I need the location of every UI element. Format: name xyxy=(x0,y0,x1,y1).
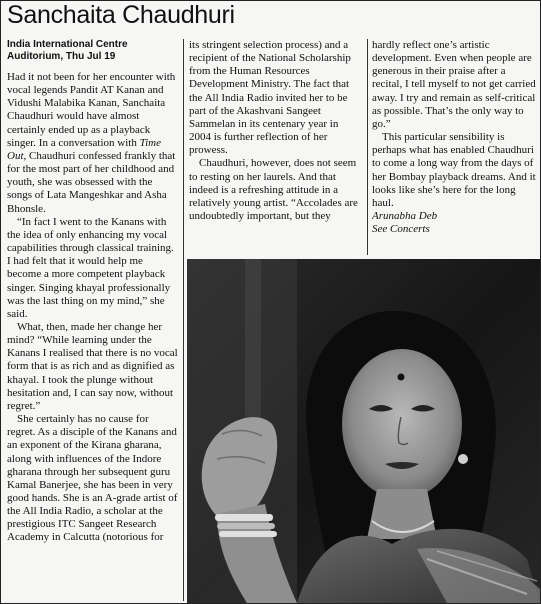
paragraph-quote-1: “In fact I went to the Kanans with the idea of only enhancing my vocal capabilities through classical training. I had felt that it would help me become a more competent playback singer. Singing khayal professionally was the last thing on my mind,” she said. xyxy=(7,215,174,320)
portrait-illustration xyxy=(187,259,540,603)
paragraph-laurels: Chaudhuri, however, does not seem to resting on her laurels. And that indeed is a refreshing attitude in a relatively young artist. “Accolades are undoubtedly important, but they xyxy=(189,157,358,223)
event-date: Auditorium, Thu Jul 19 xyxy=(7,51,116,62)
column-rule-1 xyxy=(183,39,184,601)
singer-portrait-photo xyxy=(187,259,540,603)
paragraph-intro: Had it not been for her encounter with vocal legends Pandit AT Kanan and Vidushi Malabika Kanan, Sanchaita Chaudhuri would have almost certainly ended up as a playback singer. In a conversation with Time Out, Chaudhuri confessed frankly that for the most part of her childhood and youth, she was obsessed with the songs of Lata Mangeshkar and Asha Bhonsle. xyxy=(7,71,176,215)
paragraph-credentials: She certainly has no cause for regret. As a disciple of the Kanans and an exponent of the Kirana gharana, along with influences of the Indore gharana through her subsequent guru Kamal Banerjee, she has been in very good hands. She is an A-grade artist of the All India Radio, a scholar at the prestigious ITC Sangeet Research Academy in Calcutta (notorious for xyxy=(7,413,178,544)
venue-name: India International Centre xyxy=(7,39,128,50)
article-column-2 xyxy=(189,39,363,223)
article-headline: Sanchaita Chaudhuri xyxy=(7,1,235,29)
paragraph-scholarship: its stringent selection process) and a recipient of the National Scholarship from the Human Resources Development Ministry. The fact that the All India Radio invited her to be part of the Akashvani Sangeet Sammelan in its centenary year in 2004 is further reflection of her prowess. xyxy=(189,39,351,157)
author-byline: Arunabha Deb xyxy=(372,210,438,223)
article-column-1 xyxy=(7,71,179,545)
column-rule-2 xyxy=(367,39,368,255)
magazine-name: Time Out xyxy=(7,136,161,162)
venue-dateline xyxy=(7,39,179,63)
paragraph-conclusion: This particular sensibility is perhaps what has enabled Chaudhuri to come a long way from the days of her Bombay playback dreams. And it looks like she’s here for the long haul. xyxy=(372,131,536,209)
paragraph-quote-2: What, then, made her change her mind? “While learning under the Kanans I realised that there is no vocal form that is as rich and as dignified as khayal. I took the plunge without hesitation and, I can say now, without regret.” xyxy=(7,320,178,412)
paragraph-self-critical: hardly reflect one’s artistic development. Even when people are generous in their praise after a recital, I tell myself to not get carried away. I try and remain as self-critical as possible. That’s the only way to go.” xyxy=(372,39,536,130)
article-column-3 xyxy=(372,39,538,236)
see-concerts-link[interactable]: See Concerts xyxy=(372,223,430,236)
